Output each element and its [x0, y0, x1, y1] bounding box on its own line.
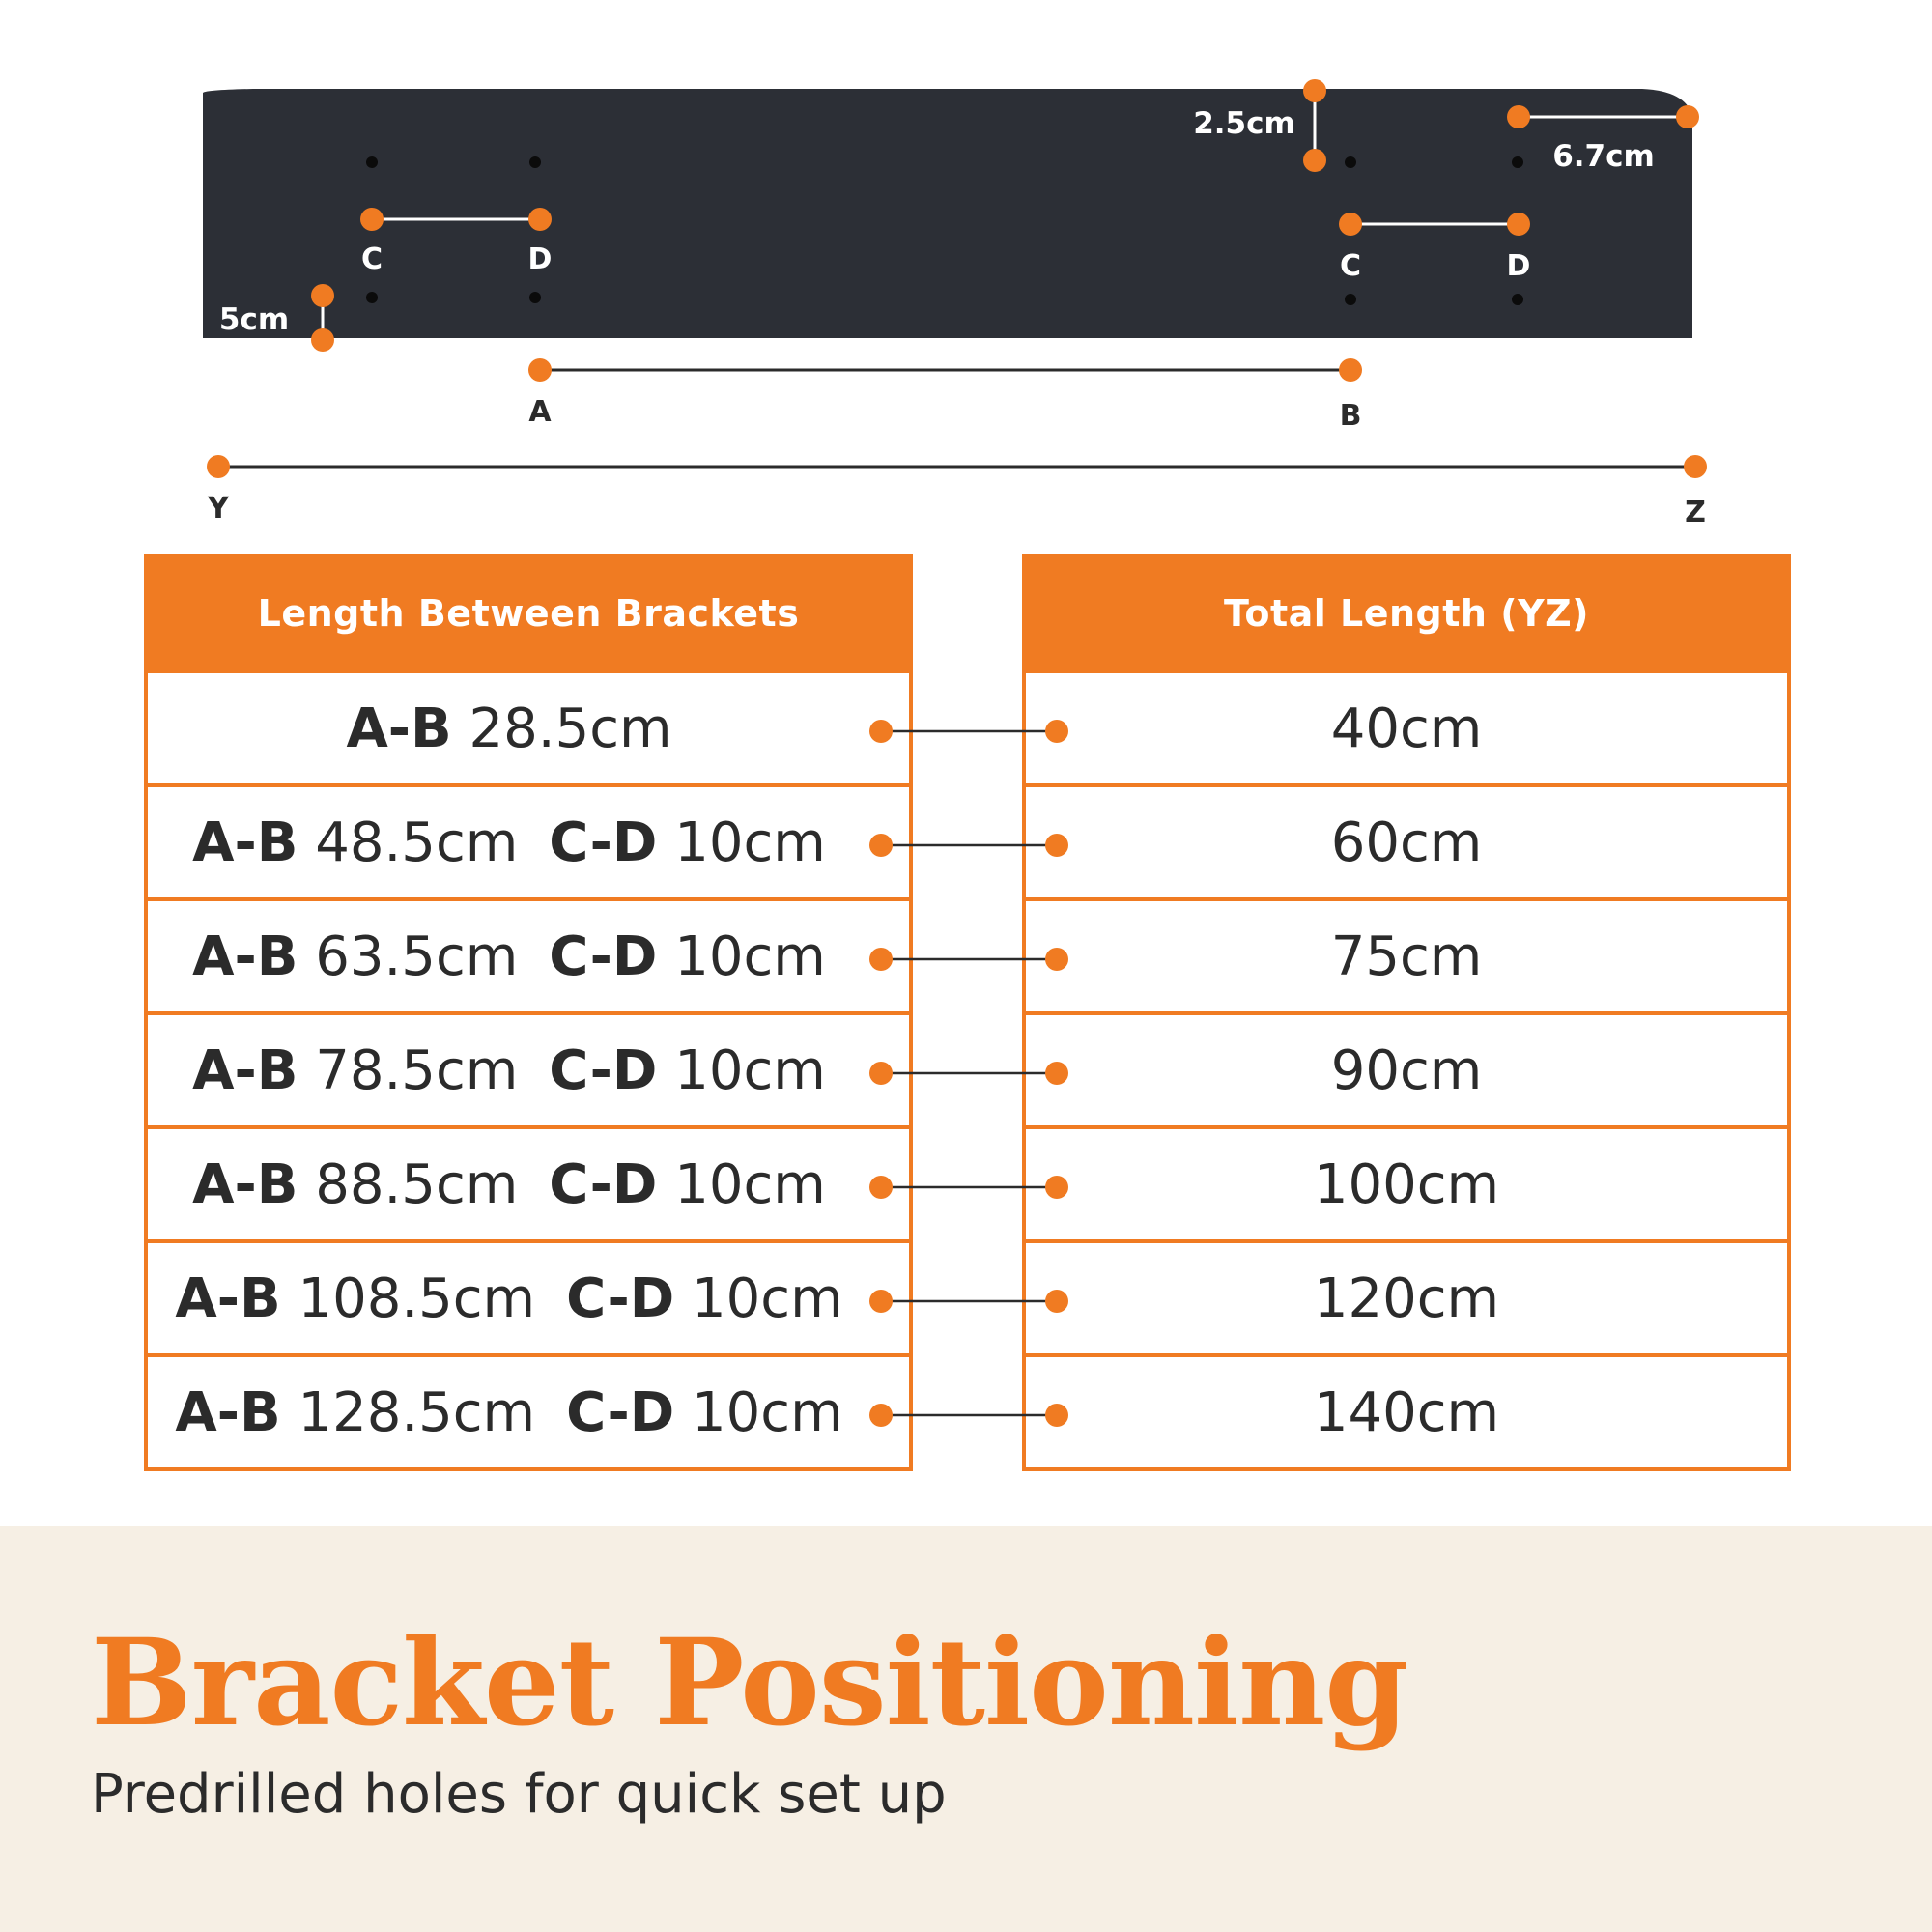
- total-length-row: [1022, 787, 1791, 901]
- label-b: B: [1339, 399, 1362, 433]
- hole: [366, 292, 378, 303]
- total-length-table: [1022, 554, 1791, 1471]
- cd-value: 10cm: [674, 1152, 826, 1216]
- ab-measure-text: [192, 1039, 518, 1102]
- cd-measure-text: [549, 1153, 826, 1216]
- page-subtitle: Predrilled holes for quick set up: [91, 1763, 947, 1826]
- desk-panel: [203, 89, 1692, 338]
- cd-label: C-D: [566, 1380, 675, 1444]
- footer-banner: [0, 1526, 1932, 1932]
- total-length-row: [1022, 673, 1791, 787]
- page-title: Bracket Positioning: [91, 1613, 1407, 1753]
- total-length-value: 140cm: [1313, 1380, 1500, 1444]
- total-length-value: 90cm: [1330, 1038, 1483, 1102]
- bracket-length-rows: [144, 673, 913, 1471]
- ab-measure-text: [175, 1267, 535, 1330]
- cd-measure-text: [566, 1381, 843, 1444]
- label-d-right: D: [1506, 249, 1531, 283]
- ab-value: 88.5cm: [315, 1152, 519, 1216]
- ab-measure-text: [175, 1381, 535, 1444]
- total-length-value: 60cm: [1330, 810, 1483, 874]
- cd-value: 10cm: [674, 924, 826, 988]
- cd-value: 10cm: [692, 1266, 843, 1330]
- total-length-row: [1022, 1129, 1791, 1243]
- label-d-left: D: [527, 242, 553, 276]
- ab-measure-text: [192, 925, 518, 988]
- cd-value: 10cm: [674, 810, 826, 874]
- ab-measure-text: [192, 811, 518, 874]
- ab-label: A-B: [346, 696, 452, 760]
- total-length-header: Total Length (YZ): [1022, 554, 1791, 673]
- hole: [1345, 294, 1356, 305]
- total-length-row: [1022, 1015, 1791, 1129]
- ab-value: 28.5cm: [469, 696, 672, 760]
- bracket-length-row: [144, 1357, 913, 1471]
- yz-measure: [207, 455, 1707, 478]
- cd-label: C-D: [549, 924, 658, 988]
- ab-measure-text: [346, 697, 671, 760]
- cd-label: C-D: [549, 1152, 658, 1216]
- hole: [1512, 294, 1523, 305]
- ab-value: 63.5cm: [315, 924, 519, 988]
- hole: [1512, 156, 1523, 168]
- cd-label: C-D: [549, 810, 658, 874]
- label-a: A: [528, 395, 552, 429]
- label-y: Y: [208, 492, 229, 526]
- total-length-row: [1022, 1357, 1791, 1471]
- bracket-length-table: [144, 554, 913, 1471]
- bracket-length-row: [144, 787, 913, 901]
- total-length-value: 75cm: [1330, 924, 1483, 988]
- label-67cm: 6.7cm: [1552, 139, 1655, 174]
- cd-label: C-D: [549, 1038, 658, 1102]
- ab-value: 48.5cm: [315, 810, 519, 874]
- bracket-length-header: Length Between Brackets: [144, 554, 913, 673]
- hole: [529, 156, 541, 168]
- label-5cm: 5cm: [218, 302, 290, 337]
- bracket-diagram: [0, 0, 1932, 541]
- ab-label: A-B: [175, 1380, 281, 1444]
- label-c-right: C: [1339, 249, 1362, 283]
- cd-measure-text: [549, 811, 826, 874]
- ab-measure: [528, 358, 1362, 382]
- cd-measure-text: [549, 1039, 826, 1102]
- ab-value: 78.5cm: [315, 1038, 519, 1102]
- ab-label: A-B: [192, 810, 298, 874]
- label-c-left: C: [360, 242, 384, 276]
- label-z: Z: [1685, 496, 1706, 529]
- ab-measure-text: [192, 1153, 518, 1216]
- bracket-length-row: [144, 1015, 913, 1129]
- cd-measure-text: [566, 1267, 843, 1330]
- cd-value: 10cm: [692, 1380, 843, 1444]
- total-length-value: 120cm: [1313, 1266, 1500, 1330]
- label-25cm: 2.5cm: [1193, 106, 1295, 141]
- bracket-length-row: [144, 1243, 913, 1357]
- cd-value: 10cm: [674, 1038, 826, 1102]
- total-length-row: [1022, 1243, 1791, 1357]
- cd-measure-text: [549, 925, 826, 988]
- ab-label: A-B: [192, 924, 298, 988]
- bracket-length-row: [144, 1129, 913, 1243]
- total-length-value: 40cm: [1330, 696, 1483, 760]
- hole: [366, 156, 378, 168]
- hole: [1345, 156, 1356, 168]
- ab-label: A-B: [175, 1266, 281, 1330]
- ab-value: 128.5cm: [298, 1380, 536, 1444]
- ab-label: A-B: [192, 1038, 298, 1102]
- total-length-value: 100cm: [1313, 1152, 1500, 1216]
- ab-value: 108.5cm: [298, 1266, 536, 1330]
- bracket-length-row: [144, 673, 913, 787]
- bracket-length-row: [144, 901, 913, 1015]
- hole: [529, 292, 541, 303]
- cd-label: C-D: [566, 1266, 675, 1330]
- total-length-row: [1022, 901, 1791, 1015]
- ab-label: A-B: [192, 1152, 298, 1216]
- total-length-rows: [1022, 673, 1791, 1471]
